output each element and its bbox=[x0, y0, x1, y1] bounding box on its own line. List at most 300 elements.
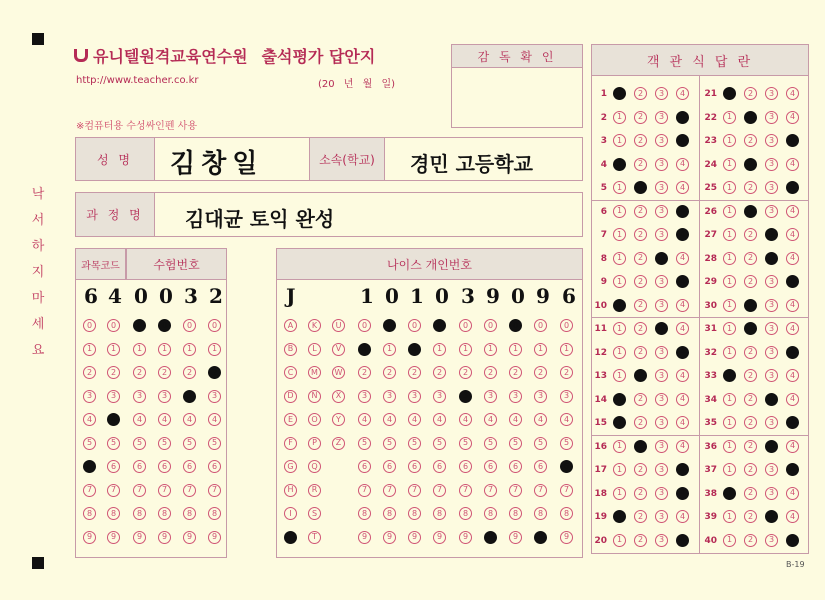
code-bubble[interactable]: 3 bbox=[208, 390, 221, 403]
code-bubble[interactable]: 0 bbox=[133, 319, 146, 332]
neis-bubble[interactable]: O bbox=[308, 413, 321, 426]
neis-bubble[interactable]: 7 bbox=[560, 484, 573, 497]
code-bubble[interactable]: 8 bbox=[183, 507, 196, 520]
neis-bubble[interactable]: S bbox=[308, 507, 321, 520]
answer-bubble[interactable]: 3 bbox=[765, 346, 778, 359]
answer-bubble[interactable]: 1 bbox=[723, 158, 736, 171]
neis-bubble[interactable]: M bbox=[308, 366, 321, 379]
neis-bubble[interactable]: 3 bbox=[560, 390, 573, 403]
code-bubble[interactable]: 9 bbox=[107, 531, 120, 544]
answer-bubble[interactable]: 2 bbox=[744, 87, 757, 100]
answer-bubble[interactable]: 1 bbox=[613, 134, 626, 147]
code-bubble[interactable]: 6 bbox=[158, 460, 171, 473]
neis-bubble[interactable]: 3 bbox=[383, 390, 396, 403]
answer-bubble[interactable]: 1 bbox=[723, 275, 736, 288]
answer-bubble[interactable]: 3 bbox=[655, 205, 668, 218]
answer-bubble[interactable]: 3 bbox=[655, 275, 668, 288]
answer-bubble[interactable]: 3 bbox=[655, 510, 668, 523]
answer-bubble[interactable]: 4 bbox=[786, 487, 799, 500]
neis-bubble[interactable]: 0 bbox=[408, 319, 421, 332]
code-bubble[interactable]: 8 bbox=[208, 507, 221, 520]
neis-bubble[interactable]: 0 bbox=[484, 319, 497, 332]
answer-bubble[interactable]: 4 bbox=[786, 416, 799, 429]
answer-bubble[interactable]: 1 bbox=[723, 440, 736, 453]
neis-bubble[interactable]: 8 bbox=[433, 507, 446, 520]
answer-bubble[interactable]: 4 bbox=[786, 275, 799, 288]
answer-bubble[interactable]: 1 bbox=[723, 111, 736, 124]
neis-bubble[interactable]: Q bbox=[308, 460, 321, 473]
answer-bubble[interactable]: 3 bbox=[765, 181, 778, 194]
neis-bubble[interactable]: P bbox=[308, 437, 321, 450]
neis-bubble[interactable]: 5 bbox=[433, 437, 446, 450]
answer-bubble[interactable]: 3 bbox=[655, 393, 668, 406]
neis-bubble[interactable]: 2 bbox=[484, 366, 497, 379]
answer-bubble[interactable]: 1 bbox=[723, 134, 736, 147]
neis-bubble[interactable]: 2 bbox=[534, 366, 547, 379]
answer-bubble[interactable]: 1 bbox=[613, 181, 626, 194]
answer-bubble[interactable]: 2 bbox=[744, 322, 757, 335]
neis-bubble[interactable]: 4 bbox=[459, 413, 472, 426]
neis-bubble[interactable]: F bbox=[284, 437, 297, 450]
answer-bubble[interactable]: 2 bbox=[634, 228, 647, 241]
neis-bubble[interactable]: 3 bbox=[408, 390, 421, 403]
neis-bubble[interactable]: 7 bbox=[383, 484, 396, 497]
answer-bubble[interactable]: 3 bbox=[765, 228, 778, 241]
code-bubble[interactable]: 1 bbox=[183, 343, 196, 356]
neis-bubble[interactable]: 7 bbox=[459, 484, 472, 497]
neis-bubble[interactable]: 6 bbox=[560, 460, 573, 473]
neis-bubble[interactable]: H bbox=[284, 484, 297, 497]
neis-bubble[interactable]: 4 bbox=[383, 413, 396, 426]
answer-bubble[interactable]: 4 bbox=[786, 252, 799, 265]
answer-bubble[interactable]: 3 bbox=[765, 134, 778, 147]
neis-bubble[interactable]: Z bbox=[332, 437, 345, 450]
code-bubble[interactable]: 8 bbox=[107, 507, 120, 520]
neis-bubble[interactable]: W bbox=[332, 366, 345, 379]
answer-bubble[interactable]: 1 bbox=[723, 487, 736, 500]
neis-bubble[interactable]: C bbox=[284, 366, 297, 379]
answer-bubble[interactable]: 3 bbox=[655, 158, 668, 171]
code-bubble[interactable]: 7 bbox=[208, 484, 221, 497]
neis-bubble[interactable]: 7 bbox=[484, 484, 497, 497]
code-bubble[interactable]: 8 bbox=[83, 507, 96, 520]
neis-bubble[interactable]: L bbox=[308, 343, 321, 356]
answer-bubble[interactable]: 2 bbox=[634, 534, 647, 547]
answer-bubble[interactable]: 2 bbox=[634, 346, 647, 359]
code-bubble[interactable]: 4 bbox=[183, 413, 196, 426]
answer-bubble[interactable]: 2 bbox=[634, 416, 647, 429]
answer-bubble[interactable]: 1 bbox=[613, 322, 626, 335]
answer-bubble[interactable]: 3 bbox=[765, 440, 778, 453]
answer-bubble[interactable]: 4 bbox=[786, 205, 799, 218]
code-bubble[interactable]: 3 bbox=[83, 390, 96, 403]
answer-bubble[interactable]: 2 bbox=[634, 134, 647, 147]
answer-bubble[interactable]: 1 bbox=[613, 534, 626, 547]
answer-bubble[interactable]: 2 bbox=[634, 440, 647, 453]
answer-bubble[interactable]: 4 bbox=[676, 181, 689, 194]
code-bubble[interactable]: 5 bbox=[158, 437, 171, 450]
answer-bubble[interactable]: 1 bbox=[613, 369, 626, 382]
answer-bubble[interactable]: 3 bbox=[765, 87, 778, 100]
neis-bubble[interactable]: 9 bbox=[433, 531, 446, 544]
answer-bubble[interactable]: 3 bbox=[765, 393, 778, 406]
answer-bubble[interactable]: 1 bbox=[723, 181, 736, 194]
neis-bubble[interactable]: 5 bbox=[459, 437, 472, 450]
answer-bubble[interactable]: 4 bbox=[786, 393, 799, 406]
answer-bubble[interactable]: 3 bbox=[765, 205, 778, 218]
neis-bubble[interactable]: 2 bbox=[459, 366, 472, 379]
neis-bubble[interactable]: 4 bbox=[408, 413, 421, 426]
neis-bubble[interactable]: 9 bbox=[509, 531, 522, 544]
answer-bubble[interactable]: 3 bbox=[765, 487, 778, 500]
neis-bubble[interactable]: 2 bbox=[383, 366, 396, 379]
answer-bubble[interactable]: 4 bbox=[786, 134, 799, 147]
answer-bubble[interactable]: 1 bbox=[613, 440, 626, 453]
neis-bubble[interactable]: 5 bbox=[560, 437, 573, 450]
answer-bubble[interactable]: 3 bbox=[765, 534, 778, 547]
neis-bubble[interactable]: 0 bbox=[459, 319, 472, 332]
neis-bubble[interactable]: 1 bbox=[358, 343, 371, 356]
code-bubble[interactable]: 1 bbox=[208, 343, 221, 356]
answer-bubble[interactable]: 4 bbox=[676, 228, 689, 241]
neis-bubble[interactable]: X bbox=[332, 390, 345, 403]
answer-bubble[interactable]: 1 bbox=[723, 346, 736, 359]
answer-bubble[interactable]: 2 bbox=[744, 111, 757, 124]
answer-bubble[interactable]: 1 bbox=[613, 275, 626, 288]
neis-bubble[interactable]: 7 bbox=[433, 484, 446, 497]
answer-bubble[interactable]: 3 bbox=[655, 346, 668, 359]
code-bubble[interactable]: 6 bbox=[133, 460, 146, 473]
answer-bubble[interactable]: 4 bbox=[676, 346, 689, 359]
neis-bubble[interactable]: 2 bbox=[358, 366, 371, 379]
answer-bubble[interactable]: 4 bbox=[786, 463, 799, 476]
answer-bubble[interactable]: 4 bbox=[676, 487, 689, 500]
neis-bubble[interactable]: N bbox=[308, 390, 321, 403]
neis-bubble[interactable]: E bbox=[284, 413, 297, 426]
neis-bubble[interactable]: 0 bbox=[560, 319, 573, 332]
answer-bubble[interactable]: 1 bbox=[613, 205, 626, 218]
answer-bubble[interactable]: 4 bbox=[676, 111, 689, 124]
answer-bubble[interactable]: 4 bbox=[786, 87, 799, 100]
code-bubble[interactable]: 6 bbox=[107, 460, 120, 473]
neis-bubble[interactable]: 7 bbox=[534, 484, 547, 497]
code-bubble[interactable]: 6 bbox=[208, 460, 221, 473]
neis-bubble[interactable]: 9 bbox=[459, 531, 472, 544]
answer-bubble[interactable]: 2 bbox=[744, 134, 757, 147]
neis-bubble[interactable]: A bbox=[284, 319, 297, 332]
answer-bubble[interactable]: 2 bbox=[634, 322, 647, 335]
code-bubble[interactable]: 4 bbox=[83, 413, 96, 426]
answer-bubble[interactable]: 4 bbox=[786, 299, 799, 312]
neis-bubble[interactable]: 1 bbox=[560, 343, 573, 356]
code-bubble[interactable]: 6 bbox=[183, 460, 196, 473]
code-bubble[interactable]: 7 bbox=[133, 484, 146, 497]
code-bubble[interactable]: 0 bbox=[208, 319, 221, 332]
answer-bubble[interactable]: 2 bbox=[634, 158, 647, 171]
answer-bubble[interactable]: 1 bbox=[613, 111, 626, 124]
code-bubble[interactable]: 3 bbox=[133, 390, 146, 403]
neis-bubble[interactable]: 2 bbox=[433, 366, 446, 379]
neis-bubble[interactable]: 4 bbox=[358, 413, 371, 426]
answer-bubble[interactable]: 3 bbox=[765, 369, 778, 382]
answer-bubble[interactable]: 3 bbox=[765, 252, 778, 265]
answer-bubble[interactable]: 2 bbox=[744, 440, 757, 453]
code-bubble[interactable]: 0 bbox=[107, 319, 120, 332]
answer-bubble[interactable]: 2 bbox=[744, 463, 757, 476]
code-bubble[interactable]: 7 bbox=[107, 484, 120, 497]
neis-bubble[interactable]: 5 bbox=[358, 437, 371, 450]
code-bubble[interactable]: 9 bbox=[208, 531, 221, 544]
neis-bubble[interactable]: 6 bbox=[534, 460, 547, 473]
answer-bubble[interactable]: 1 bbox=[613, 158, 626, 171]
neis-bubble[interactable]: 0 bbox=[534, 319, 547, 332]
answer-bubble[interactable]: 3 bbox=[655, 252, 668, 265]
answer-bubble[interactable]: 1 bbox=[723, 299, 736, 312]
answer-bubble[interactable]: 4 bbox=[786, 440, 799, 453]
neis-bubble[interactable]: 1 bbox=[383, 343, 396, 356]
answer-bubble[interactable]: 3 bbox=[765, 158, 778, 171]
answer-bubble[interactable]: 4 bbox=[786, 346, 799, 359]
neis-bubble[interactable]: 9 bbox=[560, 531, 573, 544]
code-bubble[interactable]: 1 bbox=[107, 343, 120, 356]
answer-bubble[interactable]: 3 bbox=[655, 228, 668, 241]
neis-bubble[interactable]: 8 bbox=[484, 507, 497, 520]
answer-bubble[interactable]: 2 bbox=[634, 111, 647, 124]
neis-bubble[interactable]: 3 bbox=[358, 390, 371, 403]
neis-bubble[interactable]: 9 bbox=[408, 531, 421, 544]
answer-bubble[interactable]: 3 bbox=[655, 111, 668, 124]
neis-bubble[interactable]: 3 bbox=[433, 390, 446, 403]
neis-bubble[interactable]: 4 bbox=[433, 413, 446, 426]
neis-bubble[interactable]: 2 bbox=[560, 366, 573, 379]
answer-bubble[interactable]: 1 bbox=[723, 534, 736, 547]
answer-bubble[interactable]: 2 bbox=[744, 346, 757, 359]
answer-bubble[interactable]: 2 bbox=[634, 463, 647, 476]
answer-bubble[interactable]: 1 bbox=[613, 346, 626, 359]
neis-bubble[interactable]: 8 bbox=[560, 507, 573, 520]
answer-bubble[interactable]: 2 bbox=[744, 228, 757, 241]
answer-bubble[interactable]: 4 bbox=[676, 252, 689, 265]
neis-bubble[interactable]: 5 bbox=[484, 437, 497, 450]
answer-bubble[interactable]: 3 bbox=[655, 463, 668, 476]
code-bubble[interactable]: 2 bbox=[158, 366, 171, 379]
code-bubble[interactable]: 9 bbox=[83, 531, 96, 544]
code-bubble[interactable]: 9 bbox=[158, 531, 171, 544]
code-bubble[interactable]: 5 bbox=[107, 437, 120, 450]
answer-bubble[interactable]: 3 bbox=[655, 487, 668, 500]
answer-bubble[interactable]: 4 bbox=[786, 181, 799, 194]
answer-bubble[interactable]: 4 bbox=[676, 463, 689, 476]
answer-bubble[interactable]: 1 bbox=[613, 416, 626, 429]
neis-bubble[interactable]: R bbox=[308, 484, 321, 497]
answer-bubble[interactable]: 1 bbox=[613, 299, 626, 312]
neis-bubble[interactable]: 9 bbox=[484, 531, 497, 544]
neis-bubble[interactable]: 1 bbox=[484, 343, 497, 356]
neis-bubble[interactable]: 0 bbox=[433, 319, 446, 332]
answer-bubble[interactable]: 2 bbox=[744, 205, 757, 218]
neis-bubble[interactable]: 6 bbox=[358, 460, 371, 473]
answer-bubble[interactable]: 2 bbox=[744, 534, 757, 547]
answer-bubble[interactable]: 2 bbox=[744, 252, 757, 265]
answer-bubble[interactable]: 1 bbox=[723, 87, 736, 100]
neis-bubble[interactable]: 7 bbox=[509, 484, 522, 497]
neis-bubble[interactable]: 2 bbox=[509, 366, 522, 379]
answer-bubble[interactable]: 1 bbox=[723, 228, 736, 241]
neis-bubble[interactable]: 3 bbox=[459, 390, 472, 403]
answer-bubble[interactable]: 1 bbox=[723, 369, 736, 382]
neis-bubble[interactable]: 8 bbox=[534, 507, 547, 520]
answer-bubble[interactable]: 2 bbox=[634, 181, 647, 194]
answer-bubble[interactable]: 1 bbox=[723, 252, 736, 265]
neis-bubble[interactable]: 7 bbox=[358, 484, 371, 497]
code-bubble[interactable]: 4 bbox=[208, 413, 221, 426]
answer-bubble[interactable]: 1 bbox=[723, 416, 736, 429]
answer-bubble[interactable]: 3 bbox=[765, 463, 778, 476]
answer-bubble[interactable]: 3 bbox=[765, 322, 778, 335]
answer-bubble[interactable]: 1 bbox=[613, 228, 626, 241]
neis-bubble[interactable]: 1 bbox=[534, 343, 547, 356]
neis-bubble[interactable]: 7 bbox=[408, 484, 421, 497]
code-bubble[interactable]: 1 bbox=[158, 343, 171, 356]
answer-bubble[interactable]: 4 bbox=[786, 510, 799, 523]
answer-bubble[interactable]: 1 bbox=[613, 87, 626, 100]
neis-bubble[interactable]: 5 bbox=[408, 437, 421, 450]
code-bubble[interactable]: 5 bbox=[183, 437, 196, 450]
neis-bubble[interactable]: I bbox=[284, 507, 297, 520]
code-bubble[interactable]: 8 bbox=[158, 507, 171, 520]
code-bubble[interactable]: 5 bbox=[208, 437, 221, 450]
answer-bubble[interactable]: 3 bbox=[765, 111, 778, 124]
answer-bubble[interactable]: 3 bbox=[765, 416, 778, 429]
answer-bubble[interactable]: 3 bbox=[655, 322, 668, 335]
code-bubble[interactable]: 7 bbox=[183, 484, 196, 497]
neis-bubble[interactable]: 9 bbox=[383, 531, 396, 544]
neis-bubble[interactable]: 5 bbox=[383, 437, 396, 450]
code-bubble[interactable]: 0 bbox=[158, 319, 171, 332]
answer-bubble[interactable]: 2 bbox=[634, 510, 647, 523]
neis-bubble[interactable]: 6 bbox=[459, 460, 472, 473]
neis-bubble[interactable]: V bbox=[332, 343, 345, 356]
answer-bubble[interactable]: 1 bbox=[723, 393, 736, 406]
answer-bubble[interactable]: 1 bbox=[723, 205, 736, 218]
neis-bubble[interactable]: 8 bbox=[509, 507, 522, 520]
answer-bubble[interactable]: 2 bbox=[744, 416, 757, 429]
answer-bubble[interactable]: 3 bbox=[765, 275, 778, 288]
answer-bubble[interactable]: 4 bbox=[676, 393, 689, 406]
code-bubble[interactable]: 1 bbox=[133, 343, 146, 356]
neis-bubble[interactable]: 4 bbox=[560, 413, 573, 426]
code-bubble[interactable]: 9 bbox=[133, 531, 146, 544]
answer-bubble[interactable]: 2 bbox=[634, 275, 647, 288]
answer-bubble[interactable]: 4 bbox=[676, 87, 689, 100]
answer-bubble[interactable]: 1 bbox=[613, 252, 626, 265]
code-bubble[interactable]: 7 bbox=[158, 484, 171, 497]
answer-bubble[interactable]: 2 bbox=[744, 181, 757, 194]
neis-bubble[interactable]: J bbox=[284, 531, 297, 544]
code-bubble[interactable]: 0 bbox=[183, 319, 196, 332]
answer-bubble[interactable]: 4 bbox=[786, 228, 799, 241]
code-bubble[interactable]: 6 bbox=[83, 460, 96, 473]
neis-bubble[interactable]: 0 bbox=[509, 319, 522, 332]
answer-bubble[interactable]: 1 bbox=[613, 510, 626, 523]
answer-bubble[interactable]: 3 bbox=[765, 299, 778, 312]
answer-bubble[interactable]: 2 bbox=[634, 87, 647, 100]
neis-bubble[interactable]: 4 bbox=[534, 413, 547, 426]
neis-bubble[interactable]: 8 bbox=[408, 507, 421, 520]
answer-bubble[interactable]: 1 bbox=[613, 487, 626, 500]
answer-bubble[interactable]: 1 bbox=[723, 463, 736, 476]
answer-bubble[interactable]: 2 bbox=[744, 299, 757, 312]
code-bubble[interactable]: 3 bbox=[158, 390, 171, 403]
neis-bubble[interactable]: 6 bbox=[509, 460, 522, 473]
code-bubble[interactable]: 8 bbox=[133, 507, 146, 520]
neis-bubble[interactable]: 2 bbox=[408, 366, 421, 379]
answer-bubble[interactable]: 3 bbox=[655, 299, 668, 312]
answer-bubble[interactable]: 2 bbox=[744, 158, 757, 171]
neis-bubble[interactable]: 1 bbox=[459, 343, 472, 356]
answer-bubble[interactable]: 4 bbox=[676, 322, 689, 335]
answer-bubble[interactable]: 1 bbox=[613, 463, 626, 476]
answer-bubble[interactable]: 3 bbox=[655, 440, 668, 453]
neis-bubble[interactable]: 3 bbox=[509, 390, 522, 403]
code-bubble[interactable]: 4 bbox=[107, 413, 120, 426]
code-bubble[interactable]: 5 bbox=[83, 437, 96, 450]
neis-bubble[interactable]: 8 bbox=[459, 507, 472, 520]
answer-bubble[interactable]: 4 bbox=[676, 440, 689, 453]
neis-bubble[interactable]: 3 bbox=[534, 390, 547, 403]
answer-bubble[interactable]: 3 bbox=[655, 534, 668, 547]
code-bubble[interactable]: 3 bbox=[107, 390, 120, 403]
answer-bubble[interactable]: 2 bbox=[744, 510, 757, 523]
answer-bubble[interactable]: 4 bbox=[786, 111, 799, 124]
neis-bubble[interactable]: 5 bbox=[509, 437, 522, 450]
answer-bubble[interactable]: 4 bbox=[676, 205, 689, 218]
neis-bubble[interactable]: 0 bbox=[383, 319, 396, 332]
neis-bubble[interactable]: 8 bbox=[383, 507, 396, 520]
neis-bubble[interactable]: 6 bbox=[383, 460, 396, 473]
answer-bubble[interactable]: 2 bbox=[634, 205, 647, 218]
neis-bubble[interactable]: 5 bbox=[534, 437, 547, 450]
neis-bubble[interactable]: 0 bbox=[358, 319, 371, 332]
neis-bubble[interactable]: 6 bbox=[484, 460, 497, 473]
neis-bubble[interactable]: D bbox=[284, 390, 297, 403]
answer-bubble[interactable]: 3 bbox=[765, 510, 778, 523]
code-bubble[interactable]: 7 bbox=[83, 484, 96, 497]
answer-bubble[interactable]: 1 bbox=[723, 322, 736, 335]
answer-bubble[interactable]: 4 bbox=[676, 299, 689, 312]
answer-bubble[interactable]: 2 bbox=[744, 393, 757, 406]
answer-bubble[interactable]: 3 bbox=[655, 369, 668, 382]
answer-bubble[interactable]: 2 bbox=[634, 369, 647, 382]
answer-bubble[interactable]: 1 bbox=[613, 393, 626, 406]
code-bubble[interactable]: 2 bbox=[83, 366, 96, 379]
neis-bubble[interactable]: 9 bbox=[358, 531, 371, 544]
code-bubble[interactable]: 2 bbox=[208, 366, 221, 379]
answer-bubble[interactable]: 4 bbox=[786, 158, 799, 171]
code-bubble[interactable]: 4 bbox=[133, 413, 146, 426]
code-bubble[interactable]: 1 bbox=[83, 343, 96, 356]
answer-bubble[interactable]: 4 bbox=[676, 134, 689, 147]
code-bubble[interactable]: 2 bbox=[107, 366, 120, 379]
answer-bubble[interactable]: 4 bbox=[786, 322, 799, 335]
answer-bubble[interactable]: 2 bbox=[744, 369, 757, 382]
code-bubble[interactable]: 2 bbox=[133, 366, 146, 379]
neis-bubble[interactable]: 6 bbox=[433, 460, 446, 473]
neis-bubble[interactable]: K bbox=[308, 319, 321, 332]
answer-bubble[interactable]: 4 bbox=[676, 275, 689, 288]
neis-bubble[interactable]: U bbox=[332, 319, 345, 332]
answer-bubble[interactable]: 2 bbox=[634, 487, 647, 500]
